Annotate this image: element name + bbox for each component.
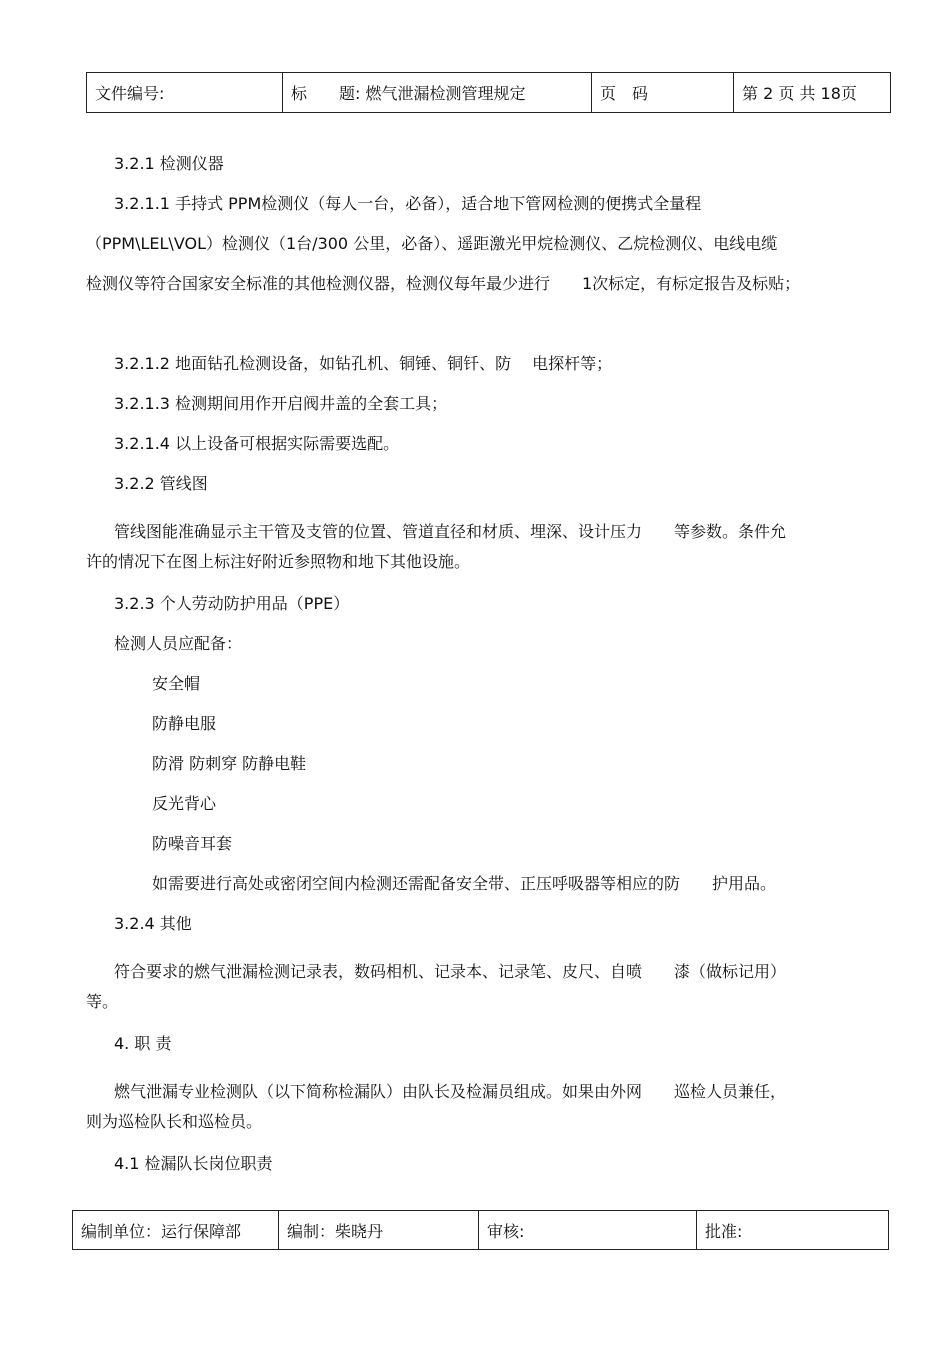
paragraph-line: 则为巡检队长和巡检员。: [86, 1112, 263, 1131]
list-item: 安全帽: [152, 674, 201, 693]
paragraph-line: 3.2.1.3 检测期间用作开启阀井盖的全套工具；: [114, 394, 448, 413]
section-3-2-1-heading: 3.2.1 检测仪器: [114, 154, 224, 173]
paragraph-line: 检测仪等符合国家安全标准的其他检测仪器，检测仪每年最少进行 1次标定，有标定报告及标贴；: [86, 274, 801, 293]
section-4-1-heading: 4.1 检漏队长岗位职责: [114, 1154, 273, 1173]
paragraph-line: 符合要求的燃气泄漏检测记录表，数码相机、记录本、记录笔、皮尺、自喷 漆（做标记用）: [114, 962, 787, 981]
paragraph-line: 检测人员应配备：: [114, 634, 243, 653]
compiling-unit: 编制单位：运行保障部: [73, 1211, 279, 1250]
compiled-by: 编制：柴晓丹: [279, 1211, 479, 1250]
section-3-2-4-heading: 3.2.4 其他: [114, 914, 192, 933]
page-label: 页 码: [592, 73, 734, 113]
paragraph-line: 3.2.1.2 地面钻孔检测设备，如钻孔机、铜锤、铜钎、防 电探杆等；: [114, 354, 613, 373]
list-item: 防滑 防刺穿 防静电鞋: [152, 754, 307, 773]
approved-by: 批准:: [697, 1211, 889, 1250]
reviewed-by: 审核:: [479, 1211, 697, 1250]
paragraph-line: 管线图能准确显示主干管及支管的位置、管道直径和材质、埋深、设计压力 等参数。条件允: [114, 522, 787, 541]
doc-number-label: 文件编号:: [87, 73, 283, 113]
section-4-heading: 4. 职 责: [114, 1034, 172, 1053]
paragraph-line: 如需要进行高处或密闭空间内检测还需配备安全带、正压呼吸器等相应的防 护用品。: [152, 874, 777, 893]
paragraph-line: 许的情况下在图上标注好附近参照物和地下其他设施。: [86, 552, 471, 571]
list-item: 防噪音耳套: [152, 834, 233, 853]
list-item: 防静电服: [152, 714, 217, 733]
section-3-2-3-heading: 3.2.3 个人劳动防护用品（PPE）: [114, 594, 350, 613]
paragraph-line: 3.2.1.1 手持式 PPM检测仪（每人一台，必备），适合地下管网检测的便携式全量程: [114, 194, 702, 213]
paragraph-line: 3.2.1.4 以上设备可根据实际需要选配。: [114, 434, 400, 453]
list-item: 反光背心: [152, 794, 217, 813]
header-table: [86, 72, 891, 113]
paragraph-line: 等。: [86, 992, 119, 1011]
paragraph-line: 燃气泄漏专业检测队（以下简称检漏队）由队长及检漏员组成。如果由外网 巡检人员兼任，: [114, 1082, 787, 1101]
page-number: 第 2 页 共 18页: [734, 73, 891, 113]
doc-title: 标 题: 燃气泄漏检测管理规定: [283, 73, 592, 113]
paragraph-line: （PPM\LEL\VOL）检测仪（1台/300 公里，必备）、遥距激光甲烷检测仪、乙烷检测仪、电线电缆: [86, 234, 778, 253]
footer-table: [72, 1210, 889, 1250]
section-3-2-2-heading: 3.2.2 管线图: [114, 474, 208, 493]
